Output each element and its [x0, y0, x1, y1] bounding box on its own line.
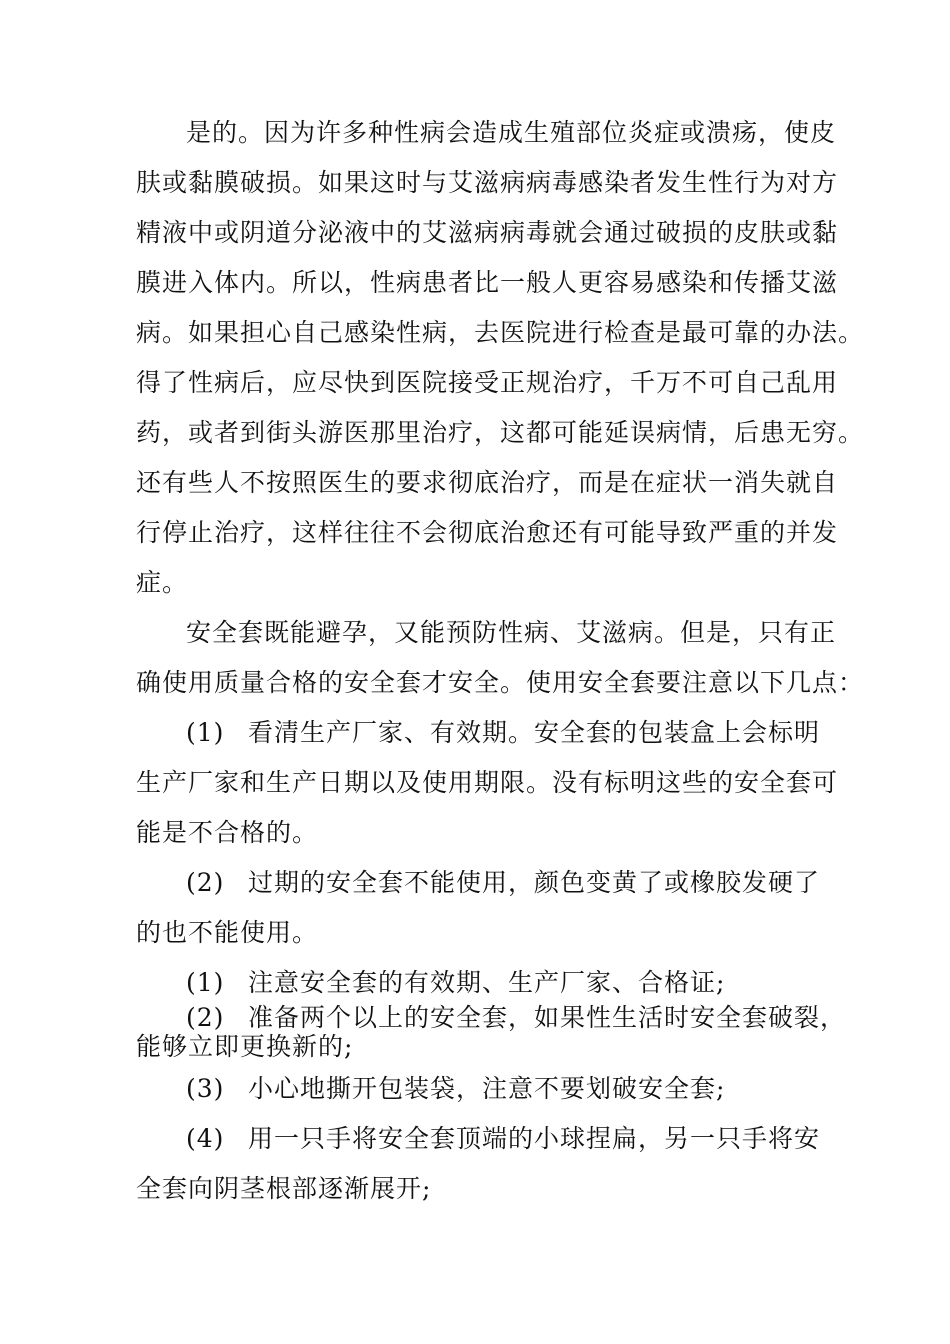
list-item-a-line-3: 能是不合格的。: [136, 818, 319, 847]
paragraph-1-line-2: 肤或黏膜破损。如果这时与艾滋病病毒感染者发生性行为对方: [136, 168, 839, 197]
list-item-text: 注意安全套的有效期、生产厂家、合格证;: [248, 968, 726, 997]
list-item-b-line-2: 的也不能使用。: [136, 918, 319, 947]
list-item-d-line-2: 能够立即更换新的;: [136, 1032, 354, 1061]
paragraph-1-line-5: 病。如果担心自己感染性病，去医院进行检查是最可靠的办法。: [136, 318, 865, 347]
list-item-text: 看清生产厂家、有效期。安全套的包装盒上会标明: [248, 718, 821, 747]
list-item-number: (1): [186, 968, 225, 997]
list-item-f-line-1: [186, 1124, 820, 1154]
list-item-text: 过期的安全套不能使用，颜色变黄了或橡胶发硬了: [248, 868, 821, 897]
paragraph-1-line-4: 膜进入体内。所以，性病患者比一般人更容易感染和传播艾滋: [136, 268, 839, 297]
list-item-text: 用一只手将安全套顶端的小球捏扁，另一只手将安: [248, 1124, 821, 1153]
list-item-text: 小心地撕开包装袋，注意不要划破安全套;: [248, 1074, 726, 1103]
paragraph-1-line-6: 得了性病后，应尽快到医院接受正规治疗，千万不可自己乱用: [136, 368, 839, 397]
paragraph-2-line-1: 安全套既能避孕，又能预防性病、艾滋病。但是，只有正: [186, 618, 837, 647]
list-item-d-line-1: [186, 1003, 846, 1033]
list-item-a-line-1: [186, 718, 820, 748]
paragraph-1-line-10: 症。: [136, 568, 189, 597]
list-item-number: (2): [186, 1003, 225, 1032]
list-item-a-line-2: 生产厂家和生产日期以及使用期限。没有标明这些的安全套可: [136, 768, 839, 797]
list-item-number: (1): [186, 718, 225, 747]
paragraph-1-line-8: 还有些人不按照医生的要求彻底治疗，而是在症状一消失就自: [136, 468, 839, 497]
paragraph-1-line-1: 是的。因为许多种性病会造成生殖部位炎症或溃疡，使皮: [186, 118, 837, 147]
list-item-f-line-2: 全套向阴茎根部逐渐展开;: [136, 1174, 432, 1203]
list-item-number: (3): [186, 1074, 225, 1103]
list-item-number: (4): [186, 1124, 225, 1153]
list-item-b-line-1: [186, 868, 820, 898]
list-item-e-line-1: [186, 1074, 725, 1104]
list-item-number: (2): [186, 868, 225, 897]
paragraph-1-line-9: 行停止治疗，这样往往不会彻底治愈还有可能导致严重的并发: [136, 518, 839, 547]
paragraph-1-line-7: 药，或者到街头游医那里治疗，这都可能延误病情，后患无穷。: [136, 418, 865, 447]
paragraph-1-line-3: 精液中或阴道分泌液中的艾滋病病毒就会通过破损的皮肤或黏: [136, 218, 839, 247]
list-item-c-line-1: [186, 968, 725, 998]
paragraph-2-line-2: 确使用质量合格的安全套才安全。使用安全套要注意以下几点：: [136, 668, 865, 697]
list-item-text: 准备两个以上的安全套，如果性生活时安全套破裂，: [248, 1003, 847, 1032]
